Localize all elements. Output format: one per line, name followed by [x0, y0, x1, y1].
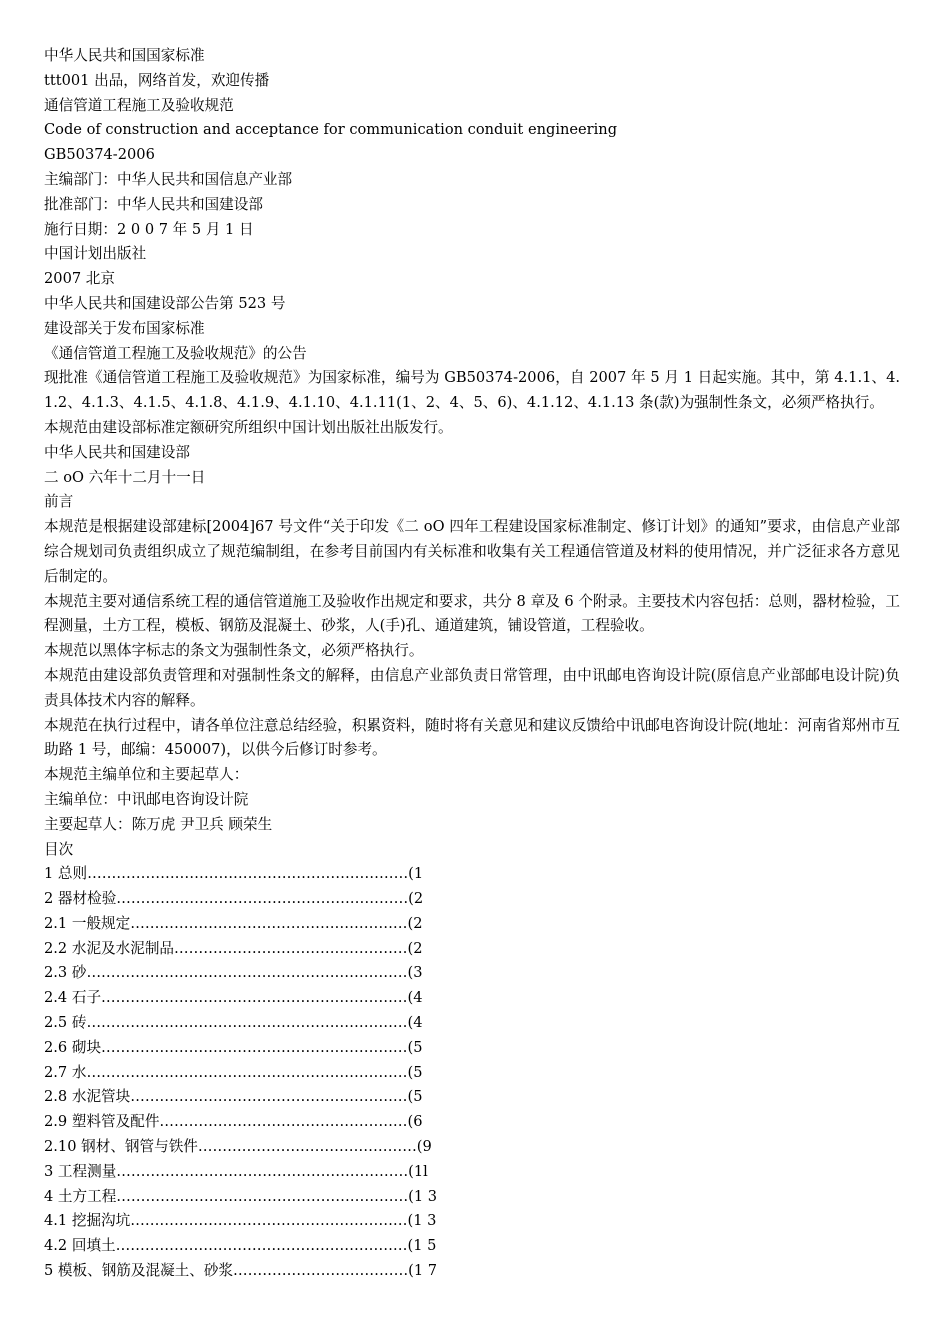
preface-paragraph-3: 本规范以黑体字标志的条文为强制性条文，必须严格执行。 [44, 642, 424, 660]
toc-entry[interactable]: 2.8 水泥管块…………………………………………………(5 [44, 1088, 423, 1106]
toc-entry[interactable]: 2.9 塑料管及配件……………………………………………(6 [44, 1113, 423, 1131]
toc-entry[interactable]: 2 器材检验……………………………………………………(2 [44, 890, 424, 908]
chief-editor-unit: 主编单位：中讯邮电咨询设计院 [44, 790, 249, 808]
toc-entry[interactable]: 2.2 水泥及水泥制品…………………………………………(2 [44, 939, 423, 957]
preface-paragraph-6: 本规范主编单位和主要起草人： [44, 766, 249, 784]
toc-entry[interactable]: 2.1 一般规定…………………………………………………(2 [44, 914, 423, 932]
announcement-subtitle-1: 建设部关于发布国家标准 [44, 319, 205, 337]
release-note: ttt001 出品，网络首发，欢迎传播 [44, 71, 270, 89]
toc-entry[interactable]: 2.5 砖…………………………………………………………(4 [44, 1014, 423, 1032]
announcement-title: 中华人民共和国建设部公告第 523 号 [44, 294, 286, 312]
announcement-body-2: 本规范由建设部标准定额研究所组织中国计划出版社出版发行。 [44, 418, 453, 436]
document-page [44, 44, 900, 1284]
editor-dept: 主编部门：中华人民共和国信息产业部 [44, 170, 293, 188]
toc-entry[interactable]: 2.3 砂…………………………………………………………(3 [44, 964, 423, 982]
toc-entry[interactable]: 3 工程测量……………………………………………………(1l [44, 1162, 428, 1180]
preface-heading: 前言 [44, 493, 74, 511]
announcement-body-1: 现批准《通信管道工程施工及验收规范》为国家标准，编号为 GB50374-2006，自 2007 年 5 月 1 日起实施。其中，第 4.1.1、4.1.2、4.1.3、4.1.5、4.1.8、4.1.9、4.1.10、4.1.11(1、2、4、5、6)、4.1.12、4.1.13 条(款)为强制性条文，必须严格执行。 [44, 369, 900, 412]
document-title-en: Code of construction and acceptance for communication conduit engineering [44, 121, 618, 139]
announcement-date: 二 oO 六年十二月十一日 [44, 468, 206, 486]
toc-entry[interactable]: 1 总则…………………………………………………………(1 [44, 865, 424, 883]
publication-place: 2007 北京 [44, 270, 115, 288]
preface-paragraph-2: 本规范主要对通信系统工程的通信管道施工及验收作出规定和要求，共分 8 章及 6 个附录。主要技术内容包括：总则，器材检验，工程测量，土方工程，模板、钢筋及混凝土、砂浆，人(手)孔、通道建筑，铺设管道，工程验收。 [44, 592, 900, 635]
preface-paragraph-4: 本规范由建设部负责管理和对强制性条文的解释，由信息产业部负责日常管理，由中讯邮电咨询设计院(原信息产业部邮电设计院)负责具体技术内容的解释。 [44, 666, 900, 709]
publisher: 中国计划出版社 [44, 245, 147, 263]
toc-entry[interactable]: 2.10 钢材、钢管与铁件………………………………………(9 [44, 1138, 432, 1156]
toc-entry[interactable]: 4.2 回填土……………………………………………………(1 5 [44, 1237, 437, 1255]
approval-dept: 批准部门：中华人民共和国建设部 [44, 195, 263, 213]
toc-entry[interactable]: 4 土方工程……………………………………………………(1 3 [44, 1187, 438, 1205]
preface-paragraph-5: 本规范在执行过程中，请各单位注意总结经验，积累资料，随时将有关意见和建议反馈给中讯邮电咨询设计院(地址：河南省郑州市互助路 1 号，邮编：450007)，以供今后修订时参考。 [44, 716, 900, 759]
document-title-cn: 通信管道工程施工及验收规范 [44, 96, 234, 114]
preface-paragraph-1: 本规范是根据建设部建标[2004]67 号文件“关于印发《二 oO 四年工程建设国家标准制定、修订计划》的通知”要求，由信息产业部综合规划司负责组织成立了规范编制组，在参考目前国内有关标准和收集有关工程通信管道及材料的使用情况，并广泛征求各方意见后制定的。 [44, 518, 900, 585]
toc-entry[interactable]: 2.7 水…………………………………………………………(5 [44, 1063, 423, 1081]
effective-date: 施行日期：2 0 0 7 年 5 月 1 日 [44, 220, 254, 238]
standard-type: 中华人民共和国国家标准 [44, 47, 205, 64]
announcement-subtitle-2: 《通信管道工程施工及验收规范》的公告 [44, 344, 307, 362]
toc-entry[interactable]: 5 模板、钢筋及混凝土、砂浆………………………………(1 7 [44, 1262, 438, 1280]
main-drafters: 主要起草人：陈万虎 尹卫兵 顾荣生 [44, 815, 273, 833]
standard-code: GB50374-2006 [44, 146, 155, 164]
toc-heading: 目次 [44, 840, 74, 858]
toc-entry[interactable]: 2.4 石子………………………………………………………(4 [44, 989, 423, 1007]
toc-entry[interactable]: 4.1 挖掘沟坑…………………………………………………(1 3 [44, 1212, 437, 1230]
toc-entry[interactable]: 2.6 砌块………………………………………………………(5 [44, 1038, 423, 1056]
announcement-signer: 中华人民共和国建设部 [44, 443, 190, 461]
